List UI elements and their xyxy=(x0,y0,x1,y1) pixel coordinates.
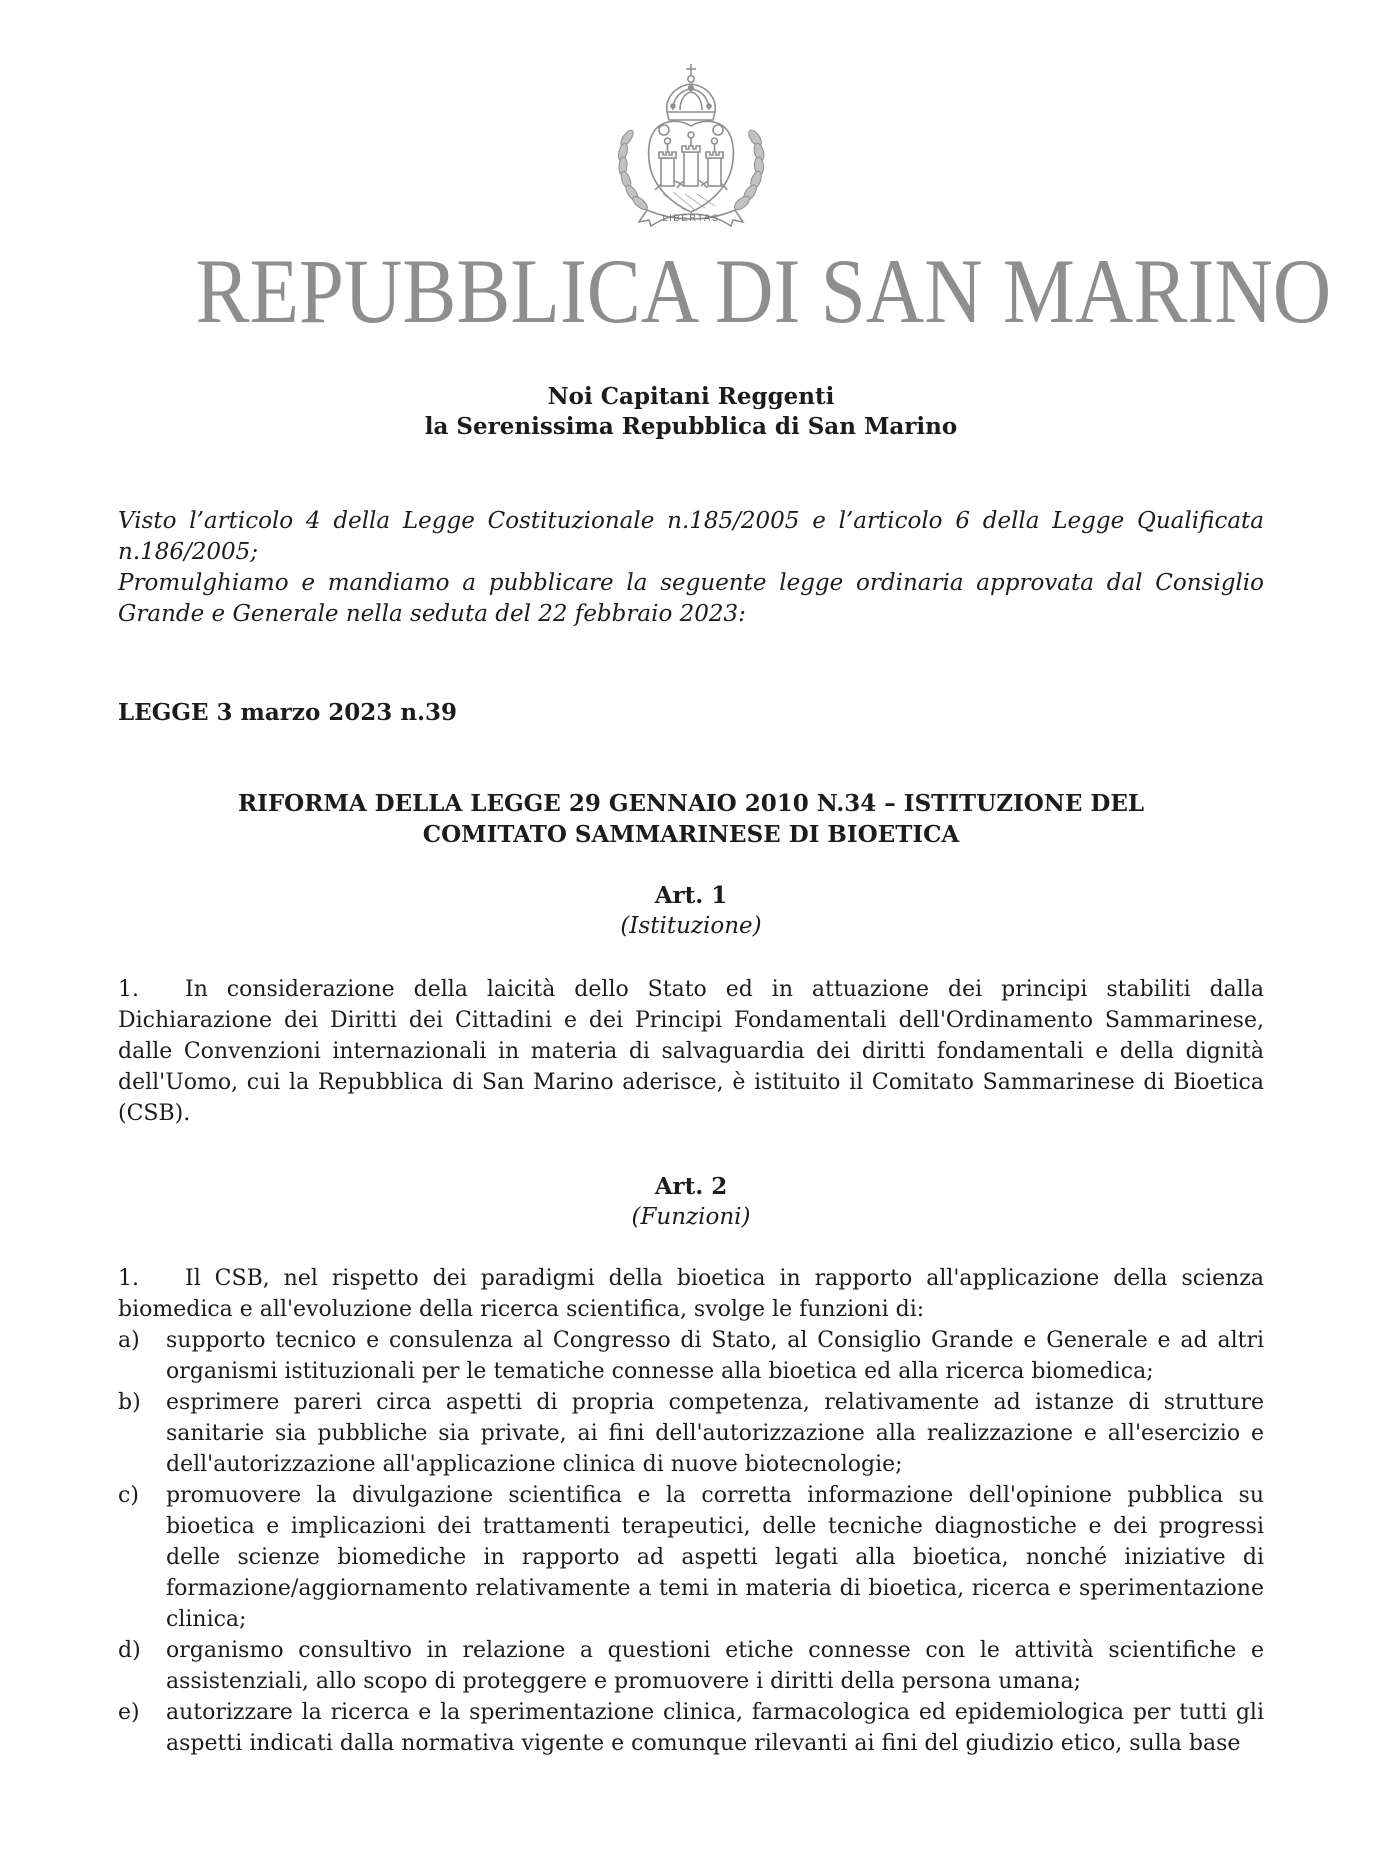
item-marker: b) xyxy=(118,1390,141,1415)
item-marker: c) xyxy=(118,1483,139,1508)
coat-of-arms-emblem xyxy=(118,60,1264,232)
item-marker: a) xyxy=(118,1328,140,1353)
item-marker: e) xyxy=(118,1700,140,1725)
article-2-number: Art. 2 xyxy=(654,1173,728,1200)
san-marino-crest-icon xyxy=(589,60,793,232)
item-text: promuovere la divulgazione scientifica e la corretta informazione dell'opinione pubblica su bioetica e implicazioni dei trattamenti terapeutici, delle tecniche diagnostiche e dei progressi delle scienze biomediche in rapporto ad aspetti legati alla bioetica, nonché iniziative di formazione/aggiornamento relativamente a temi in materia di bioetica, ricerca e sperimentazione clinica; xyxy=(166,1483,1264,1632)
paragraph-text: Il CSB, nel rispetto dei paradigmi della bioetica in rapporto all'applicazione della scienza biomedica e all'evoluzione della ricerca scientifica, svolge le funzioni di: xyxy=(118,1266,1264,1322)
list-item-b xyxy=(118,1387,1264,1480)
preamble-promulghiamo: Promulghiamo e mandiamo a pubblicare la seguente legge ordinaria approvata dal Consiglio Grande e Generale nella seduta del 22 febbraio 2023: xyxy=(118,570,1264,627)
article-2-subtitle: (Funzioni) xyxy=(631,1204,751,1230)
item-text: supporto tecnico e consulenza al Congresso di Stato, al Consiglio Grande e Generale e ad altri organismi istituzionali per le tematiche connesse alla bioetica ed alla ricerca biomedica; xyxy=(166,1328,1264,1384)
preamble xyxy=(118,506,1264,630)
article-1 xyxy=(118,880,1264,1129)
item-marker: d) xyxy=(118,1638,141,1663)
capitani-reggenti-heading xyxy=(118,382,1264,442)
preamble-visto: Visto l’articolo 4 della Legge Costituzionale n.185/2005 e l’articolo 6 della Legge Qualificata n.186/2005; xyxy=(118,508,1264,565)
article-1-number: Art. 1 xyxy=(654,882,728,909)
item-text: autorizzare la ricerca e la sperimentazione clinica, farmacologica ed epidemiologica per tutti gli aspetti indicati dalla normativa vigente e comunque rilevanti ai fini del giudizio etico, sulla base xyxy=(166,1700,1264,1756)
list-item-a xyxy=(118,1325,1264,1387)
article-2 xyxy=(118,1171,1264,1759)
masthead xyxy=(118,240,1332,342)
item-text: esprimere pareri circa aspetti di propria competenza, relativamente ad istanze di strutture sanitarie sia pubbliche sia private, ai fini dell'autorizzazione alla realizzazione e all'esercizio e dell'autorizzazione all'applicazione clinica di nuove biotecnologie; xyxy=(166,1390,1264,1477)
article-1-paragraph-1 xyxy=(118,974,1264,1129)
article-1-subtitle: (Istituzione) xyxy=(620,913,762,939)
law-title xyxy=(118,788,1264,850)
list-item-c xyxy=(118,1480,1264,1635)
list-item-e xyxy=(118,1697,1264,1759)
state-title: REPUBBLICA DI SAN MARINO xyxy=(195,240,1332,342)
law-title-line1: RIFORMA DELLA LEGGE 29 GENNAIO 2010 N.34 – ISTITUZIONE DEL xyxy=(237,790,1145,817)
article-2-paragraph-1 xyxy=(118,1263,1264,1325)
paragraph-number: 1. xyxy=(118,977,139,1002)
libertas-motto: LIBERTAS xyxy=(662,213,720,224)
article-2-item-list xyxy=(118,1325,1264,1759)
list-item-d xyxy=(118,1635,1264,1697)
paragraph-number: 1. xyxy=(118,1266,139,1291)
capitani-line2: la Serenissima Repubblica di San Marino xyxy=(424,413,958,440)
paragraph-text: In considerazione della laicità dello Stato ed in attuazione dei principi stabiliti dalla Dichiarazione dei Diritti dei Cittadini e dei Principi Fondamentali dell'Ordinamento Sammarinese, dalle Convenzioni internazionali in materia di salvaguardia dei diritti fondamentali e della dignità dell'Uomo, cui la Repubblica di San Marino aderisce, è istituito il Comitato Sammarinese di Bioetica (CSB). xyxy=(118,977,1264,1126)
item-text: organismo consultivo in relazione a questioni etiche connesse con le attività scientifiche e assistenziali, allo scopo di proteggere e promuovere i diritti della persona umana; xyxy=(166,1638,1264,1694)
law-number-line: LEGGE 3 marzo 2023 n.39 xyxy=(118,699,458,726)
law-title-line2: COMITATO SAMMARINESE DI BIOETICA xyxy=(422,821,960,848)
capitani-line1: Noi Capitani Reggenti xyxy=(547,383,835,410)
